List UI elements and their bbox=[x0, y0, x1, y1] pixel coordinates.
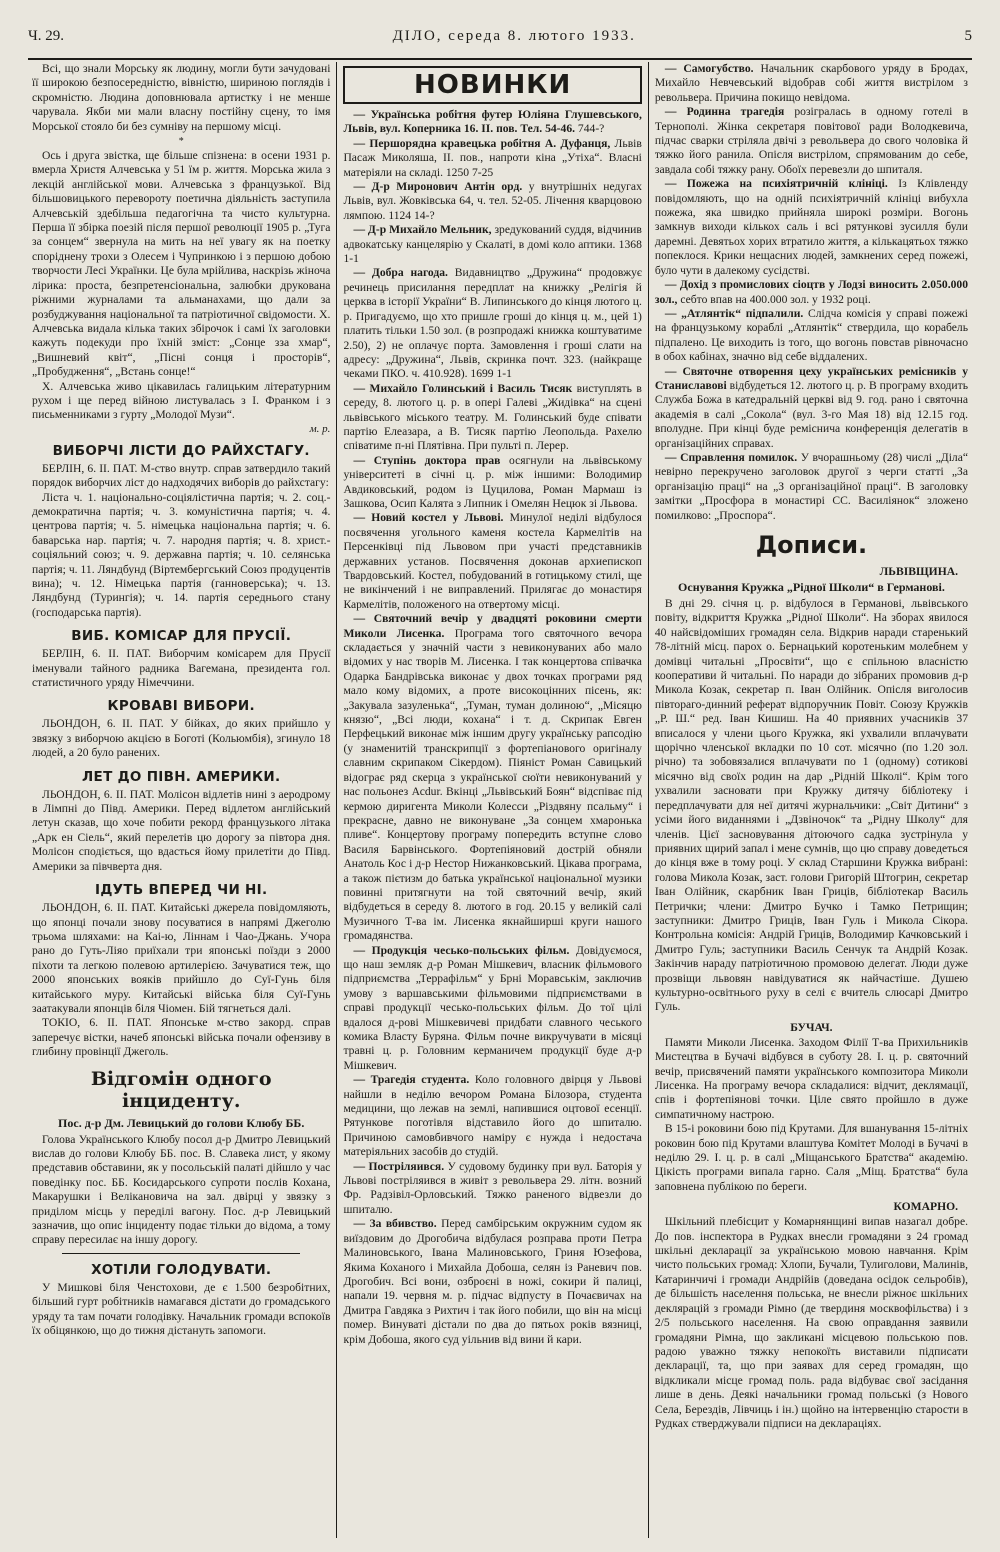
paragraph: БЕРЛІН, 6. ІІ. ПАТ. Виборчим комісарем для Прусії іменували тайного радника Вагемана, президента гол. статистичного уряду Німеччини. bbox=[32, 647, 331, 690]
news-item bbox=[343, 1217, 641, 1347]
paragraph: Голова Українського Клюбу посол д-р Дмитро Левицький вислав до голови Клюбу ББ. пос. В. Славека лист, у якому представив обставини, як у посольській палаті дійшло у час поведінку пос. ББ. Косидарського супроти послів Кохана, Макарушки і Велікановича на зал. двірці у звязку з приділом місць у переділі вагону. Пос. д-р Левицький зазначив, що опис інциденту подає тільки до відома, а тому справу пересилає на іншу дорогу. bbox=[32, 1132, 331, 1247]
divider bbox=[62, 1253, 300, 1254]
paragraph: ЛЬОНДОН, 6. ІІ. ПАТ. Молісон відлетів нині з аеродрому в Лімпні до Півд. Америки. Перед відлетом англійський летун сказав, що хоче побити рекорд французького літака „Арк ен Сіель“, який перелетів цю дорогу за півтора дня. Молісон сподіється, що вдасться йому прилетіти до Півд. Америки за півчверта дня. bbox=[32, 787, 331, 873]
news-item-text: розігралась в одному готелі в Тернополі. Жінка секретаря повітової ради Володкевича, підчас сварки стріляла двічі з револьвера до свого чоловіка й тяжко його ранила. Опісля вистрілом, спрямованим до себе, завдала собі тяжку рану. Обоїх перевезли до шпиталя. bbox=[654, 105, 968, 176]
news-item-heading: — Ступінь доктора прав bbox=[353, 453, 501, 467]
page-number-right: 5 bbox=[964, 28, 972, 44]
news-item-text: Видавництво „Дружина“ продовжує речинець присилання передплат на книжку „Релігія й церква в історії України“ В. Липинського до кінця лютого ц. р. Пригадуємо, що хто пришле гроші до кінця ц. м., цей 1) платить тільки 1.50 зол. (в розпродажі книжка коштуватиме 2.50), 2) не оплачує порта. Замовлення і гроші слати на адресу: „Дружина“, Львів, скринка почт. 323. (найкраще чеками ПКО. ч. 410.928). 1699 1-1 bbox=[343, 266, 642, 381]
paragraph: ТОКІО, 6. ІІ. ПАТ. Японське м-ство закорд. справ заперечує вістки, начеб японські війська почали офензиву в глибину провінції Джеголь. bbox=[32, 1016, 331, 1059]
news-item bbox=[343, 137, 641, 180]
correspondence-section-title: Дописи. bbox=[755, 531, 868, 559]
paragraph: ЛЬОНДОН, 6. ІІ. ПАТ. У бійках, до яких прийшло у звязку з виборчою акцією в Боготі (Кольюмбія), згинуло 18 людей, а 20 було ранених. bbox=[32, 717, 331, 760]
news-item-heading: — Родинна трагедія bbox=[664, 105, 785, 119]
news-item-text: Перед самбірським окружним судом як виїздовим до Дрогобича відбулася розправа проти Петра Малиновського, Івана Малиновського, Гриня Юзефова, Якима Коханого і Михайла Добоша, селян із Раневич пов. Дрогобич. Всі вони, озброєні в ножі, сокири й палиці, напали 19. червня м. р. підчас відпусту в Почаєвичах на Дмитра Гавдяка з Рихтич і так його побили, що він на місці помер. Винуваті дістали по два до пятьох років вязниці, крім Добоша, якого суд уільнив від вини й кари. bbox=[343, 1217, 642, 1346]
news-item-text: Львів Пасаж Миколяша, ІІ. пов., напроти кіна „Утіха“. Власні матеріяли на складі. 1250 7-25 bbox=[343, 136, 642, 179]
masthead bbox=[28, 28, 972, 60]
news-item bbox=[343, 223, 641, 266]
news-item bbox=[655, 177, 968, 278]
news-item-heading: — Д-р Миронович Антін орд. bbox=[353, 180, 523, 194]
separator-star: * bbox=[178, 136, 184, 148]
subheading: Оснування Кружка „Рідної Школи“ в Германові. bbox=[678, 580, 945, 594]
news-item bbox=[655, 451, 968, 523]
paragraph: БЕРЛІН, 6. ІІ. ПАТ. М-ство внутр. справ затвердило такий порядок виборчих ліст до надходячих виборів до райхстагу: bbox=[32, 461, 331, 490]
news-item bbox=[655, 278, 968, 307]
news-item bbox=[343, 266, 641, 381]
section-title-gothic: Відгомін одного інциденту. bbox=[90, 1067, 272, 1112]
paragraph: В дні 29. січня ц. р. відбулося в Германові, львівського повіту, відкриття Кружка „Рідної Школи“. На зборах явилося 40 найсвідоміших громадян села. Відкрив наради старенький 78-літній місц. парох о. Бернацький коротеньким молебнем у домівці читальні „Просвіти“, що є спільною власністю кооперативи й читальні. По наради до зібраних промовив д-р Микола Козак, секретар п. Іван Олійник. Опісля виголосив півтораго-динний реферат відпоручник Повіт. Союзу Кружків „Р. Ш.“ ред. Іван Кишиш. На 40 приявних учасників 37 вписалося у члени цього Кружка, які ухвалили вплачувати щорічно членської вкладки по 10 сот. місячно (по 1.20 зол. річно) та зобовязалися вплачувати по 1 (одному) сотикові місячно від своїх родин на дар „Рідній Школі“. Крім того ухвалили засновати при Кружку дитячу бібліотеку і передплачувати для неї дитячі журнальчики: „Світ Дитини“ з усіми його виданнями і „Дзвіночок“ та „Рідну Школу“ для членів. Цієї засновування дітоючого садка зустрінула у приявних щирий запал і мене сумнів, що цю справу доведеться до кінця вже в тому році. У склад Старшини Кружка вибрані: голова Микола Козак, заст. голови Григорій Штогрин, секретар Іван Олійник, скарбник Іван Гриців, бібліотекар Василь Петрички; члени: Дмитро Бучко і Тамко Петрищин; заступники: Дмитро Гриців, Іван Гуль і Микола Сікора. Контрольна комісія: Андрій Гриців, Володимир Качковський і Дмитро Гуль; заступники Василь Сенчук та Андрій Козак. Закінчив нараду патріотичною промовою делегат. Люди дуже прозвіщи львовян навідуватися як найчастіше. Душею культурно-освітнього руху в селі є вчитель слюсарі Дмитро Гуль. bbox=[654, 597, 968, 1014]
news-item bbox=[343, 612, 641, 943]
news-item-heading: — За вбивство. bbox=[353, 1217, 437, 1231]
section-title: ХОТІЛИ ГОЛОДУВАТИ. bbox=[91, 1261, 272, 1278]
news-item-text: 744-? bbox=[575, 122, 605, 136]
region-heading: КОМАРНО. bbox=[893, 1200, 958, 1214]
section-title: ЛЕТ ДО ПІВН. АМЕРИКИ. bbox=[82, 768, 281, 785]
news-item-heading: — Продукція чесько-польських фільм. bbox=[353, 943, 570, 957]
paragraph: У Мишкові біля Ченстохови, де є 1.500 безробітних, більший гурт робітників намагався дістати до громадського уряду та там почати голодівку. Начальник громади вспокоїв їх обіцянкою, що до тижня дістануть запомоги. bbox=[32, 1280, 331, 1338]
region-heading: ЛЬВІВЩИНА. bbox=[879, 565, 958, 578]
region-heading: БУЧАЧ. bbox=[790, 1020, 833, 1034]
news-item-text: Програма того святочного вечора складається у значній части з невиконуваних або мало відомих у нас творів М. Лисенка. І так концертова співачка Одарка Бандрівська виконає у двох точках програми ряд мало кому відомих, а проте високоцінних пісень, як: „Закувала зазуленька“, „Туман, туман долиною“, „Місяцю князю“, „Всі люди, кохана“ і т. д. Скрипак Евген Перфецький виконає між іншим другу українську рапсодію (у знаменитій транскрипції з фортепіанового оригіналу славним скрипаком Сікердом). Піяніст Роман Савицький відограє ряд скерца з української сюїти невиконуваний у нас польонез Асdur. Вкінці „Львівський Боян“ відспіває під кермою диригента Миколи Колесси „Різдвяну псальму“ і прекрасне, давно не виконуване „За сонцем хмаронька пливе“. Концертову програму попередить вступне слово Василя Барвінського. Фортепіяновий дострій обняли Анатоль Кос і д-р Нестор Нижанковський. Цікава програма, а також пієтизм до батька української національної музики повинні притягнути на той святочний вечір, який відбудеться в середу 8. лютого в год. 20.15 у великій салі Музичного Т-ва ім. Лисенка якнайширші круги нашого громадянства. bbox=[343, 626, 642, 943]
news-list bbox=[655, 62, 968, 523]
news-item bbox=[655, 105, 968, 177]
news-item-text: Начальник скарбового уряду в Бродах, Михайло Невчевський відобрав собі життя вистрілом з револьвера. Причина покищо невідома. bbox=[654, 62, 968, 104]
news-item bbox=[343, 454, 641, 512]
news-list bbox=[343, 108, 641, 1347]
section-title: ІДУТЬ ВПЕРЕД ЧИ НІ. bbox=[95, 882, 268, 899]
news-item bbox=[343, 511, 641, 612]
news-item-heading: — Святочне отворення цеху українських ремісників у Станиславові bbox=[654, 364, 968, 392]
news-item-text: Минулої неділі відбулося посвячення угольного каменя костела Кармелітів на Персенківці під Львовом при участі представників державних установ. Посвячення доконав архиепископ Твардовський. Костел, побудований в готицькому стилі, ще не викінчений і не виправлений. Прилягає до монастиря Кармелітів, положеного на отвертому місці. bbox=[343, 511, 642, 611]
news-item bbox=[655, 62, 968, 105]
news-item bbox=[343, 1160, 641, 1218]
news-item-heading: — Святочний вечір у двадцяті роковини смерти Миколи Лисенка. bbox=[343, 612, 642, 640]
news-item-text: відбудеться 12. лютого ц. р. В програму входить Служба Божа в катедральній церкві від 9. год. рано і святочна академія в салі „Сокола“ (вул. 3-го Мая 18) від 12.15 год. вполудне. При кінці буде реміснича конференція делегатів в організаційних справах. bbox=[654, 378, 968, 450]
news-item bbox=[343, 108, 641, 137]
page-number-left: Ч. 29. bbox=[28, 28, 64, 44]
news-item-heading: — Пожежа на психіятричній клініці. bbox=[664, 177, 888, 191]
news-item bbox=[343, 944, 641, 1074]
news-item-heading: — Першорядна кравецька робітня А. Дуфанця, bbox=[353, 136, 611, 150]
paragraph: Х. Алчевська живо цікавилась галицьким літературним рухом і ще перед війною листувалась з І. Франком і з письменниками з гурту „Молодої Музи“. bbox=[32, 379, 331, 422]
news-item-heading: — Михайло Голинський і Василь Тисяк bbox=[353, 381, 573, 395]
news-item-heading: — Трагедія студента. bbox=[353, 1073, 470, 1087]
news-item-heading: — Українська робітня футер Юліяна Глушевського, Львів, вул. Коперника 16. ІІ. пов. Тел. 54-46. bbox=[343, 108, 642, 136]
news-item bbox=[655, 307, 968, 365]
columns bbox=[26, 62, 974, 1538]
news-item-text: Слідча комісія у справі пожежі на французькому кораблі „Атлянтік“ ствердила, що корабель підпалено. Це виходить із того, що вогонь повстав рівночасно в обох кабінах, значно від себе віддалених. bbox=[654, 306, 968, 364]
author-signature: м. р. bbox=[309, 422, 331, 435]
news-item-heading: — Самогубство. bbox=[664, 62, 754, 75]
news-item-heading: — Д-р Михайло Мельник, bbox=[353, 223, 492, 237]
newspaper-title-date: ДІЛО, середа 8. лютого 1933. bbox=[392, 28, 636, 44]
news-item bbox=[343, 382, 641, 454]
news-item-text: у внутрішніх недугах Львів, вул. Жовківська 64, ч. тел. 52-05. Лічення кварцовою лямпою. 1124 14-? bbox=[343, 180, 642, 222]
news-item bbox=[655, 365, 968, 451]
paragraph: Ось і друга звістка, ще більше спізнена: в осени 1931 р. вмерла Христя Алчевська у 51 їм р. життя. Морська жила з лекцій англійської мови. Алчевська з французької. Від більшовицького перевороту поетична діяльність заступила Алчевській здебільша педагогічна та чисто культурна. Перша її збірка поезій після першої революції 1905 р. „Туга за сонцем“ звернула на мить на неї увагу як на поетку споріднену трохи з Олесем і Чупринкою і з першою добою творчости Лесі Українки. Це була мрійлива, наскрізь жіноча лірика: проста, безпретенсіональна, залюбки друкована ріжними журналами та альманахами, що дали за розбуджування національної та патріотичної свідомости. Х. Алчевська видала кілька таких збірочок і самі їх заголовки кажуть подекуди про їхній зміст: „Сонце зза хмар“, „Вишневий квіт“, „Пісні сонця і просторів“, „Пробудження“, „Встань сонце!“ bbox=[32, 149, 331, 379]
paragraph: Всі, що знали Морську як людину, могли бути зачудовані її широкою безпосередністю, вівністю, шириною поглядів і скромністю. Людина доповнювала артистку і не менше чарувала. Якби ми мали власну постійну сцену, то імя Морської стояло би без сумніву на першому місці. bbox=[32, 62, 331, 133]
news-item-heading: — „Атлянтік“ підпалили. bbox=[664, 306, 804, 320]
news-item-heading: — Новий костел у Львові. bbox=[353, 511, 504, 525]
news-item-text: себто впав на 400.000 зол. у 1932 році. bbox=[677, 292, 871, 306]
column-3 bbox=[649, 62, 974, 1538]
news-item-text: осягнули на львівському університеті в січні ц. р. між іншими: Володимир Авдиковський, родом із Цуцилова, Роман Мармаш із Зашкова, Осип Калята з Липник і Омелян Нецюк зі Львова. bbox=[343, 453, 642, 510]
column-2 bbox=[336, 62, 648, 1538]
section-title: КРОВАВІ ВИБОРИ. bbox=[107, 698, 255, 715]
news-item-text: У судовому будинку при вул. Баторія у Львові постріляився в живіт з револьвера 29. літн. возний Фр. Радзівіл-Орловський. Тяжко раненого відвезли до шпиталю. bbox=[343, 1159, 642, 1216]
paragraph: Ліста ч. 1. національно-соціялістична партія; ч. 2. соц.-демократична партія; ч. 3. комуністична партія; ч. 4. центрова партія; ч. 5. німецька національна партія; ч. 6. баварська нар. партія; ч. 7. народня партія; ч. 8. христ.-соціяльний союз; ч. 9. державна партія; ч. 10. селянська партія; ч. 11. Ляндбунд (Віртембергський Союз продуцентів вина); ч. 12. Німецька партія (ганноверська); ч. 13. Ляндбунд (Турингія); ч. 14. партія середнього стану (господарська партія). bbox=[32, 490, 331, 619]
news-item-text: зредукований суддя, відчинив адвокатську канцелярію у Скалаті, в домі коло аптики. 1368 1-1 bbox=[343, 223, 642, 266]
paragraph: Памяти Миколи Лисенка. Заходом Філії Т-ва Прихильників Мистецтва в Бучачі відбувся в суботу 28. І. ц. р. святочний вечір, присвячений памяти українського композитора Миколи Лисенка. На програму вечора складалися: відчит, деклямації, спів і фортепіянові точки. Ціле свято пройшло в дуже симпатичному настрою. bbox=[654, 1035, 968, 1121]
news-item-text: виступлять в середу, 8. лютого ц. р. в опері Галеві „Жидівка“ на сцені львівського міського театру. М. Голинський буде співати партію Елеазара, а В. Тисяк партію Леопольда. Рахелю співатиме п-ні Плятівна. При пульті п. Лерер. bbox=[343, 381, 642, 453]
news-item-heading: — Справлення помилок. bbox=[664, 450, 798, 464]
news-item-text: Довідуємося, що наш земляк д-р Роман Мішкевич, власник фільмового підприємства „Террафільм“ у Брні Моравськім, заключив умову з варшавськими фільмовими підприємствами в справі продукції чесько-польських фільм. До тої цілі вдалося д-рові Мішкевичеві придбати славного чеського комика Власту Буряна. Фільм почне викручувати в місяці травні ц. р. Головним керманичем продукції буде д-р Мішкевич. bbox=[343, 943, 642, 1072]
column-1 bbox=[26, 62, 336, 1538]
news-item-heading: — Постріляився. bbox=[353, 1159, 445, 1173]
news-item-text: Коло головного двірця у Львові найшли в неділю вечором Романа Білозора, студента медицини, що лежав на землі, напившися оцтової есенції. Рятункове поготівля відставило його до шпиталю. Причиною самовбивчого наміру є нужда і недостача матеріяльних засобів до студій. bbox=[343, 1073, 642, 1159]
news-section-title: НОВИНКИ bbox=[343, 66, 641, 104]
paragraph: Шкільний плебісцит у Комарнянщині випав назагал добре. До пов. інспектора в Рудках внесли громадяни з 24 громад шкільні декларації за українською мовою навчання. Крім чисто польських громад: Хлопи, Бучали, Тулиголови, Малинів, Катаринчичі і громади Андрійів (доведана осідок сельробів), де більшість населення польська, не внесли ріжноє шкільних деклярацій з громади Рімно (де твердиня москвофільства) і з 2/5 польського населення. На свою оправдання заявили громадяни Рімна, що закликані місцевою польською пов. радою уважно тяжку непокоїть виставили підписати декларації, та, що при заявах для серед громадян, що відкликали місце громад поль. рада відбуває свої засідання лише в день. Деякі начальники громад польські (з Нового Села, Берездів, Лівчиць і ін.) щойно на інтервенцію старости в Рудках стверджували підписи на деклараціях. bbox=[654, 1215, 968, 1430]
news-item-text: Із Клівленду повідомляють, що на одній психіятричній клініці вибухла пожежа, яка швидко прийняла широкі розміри. Вогонь замкнув виходи кількох саль і всі рятункові зусилля були даремні. Девятьох хорих втратило життя, а кількацятьох тяжко попеклося. Крики нещасних людей, замкнених серед пожежі, було чути в далекому сусідстві. bbox=[654, 177, 968, 277]
section-title: ВИБОРЧІ ЛІСТИ ДО РАЙХСТАГУ. bbox=[52, 442, 310, 459]
paragraph: В 15-і роковини бою під Крутами. Для вшанування 15-літніх роковин бою під Крутами влаштува Комітет Молоді в Бучачі в неділю 29. І. ц. р. в салі „Міщанського Братства“ академію. Цікість програми випала гарно. Саля „Міщ. Братства“ була заповнена публікою по береги. bbox=[654, 1122, 968, 1193]
subheading: Пос. д-р Дм. Левицький до голови Клюбу ББ. bbox=[58, 1115, 305, 1130]
section-title: ВИБ. КОМІСАР ДЛЯ ПРУСІЇ. bbox=[71, 628, 292, 645]
news-item-heading: — Добра нагода. bbox=[353, 266, 448, 280]
news-item-heading: — Дохід з промислових сіоцтв у Лодзі виносить 2.050.000 зол., bbox=[654, 278, 968, 306]
paragraph: ЛЬОНДОН, 6. ІІ. ПАТ. Китайські джерела повідомляють, що японці почали знову посуватися в напрямі Джеголю трьома шляхами: на Каі-ю, Ліннам і Чао-Джань. Учора рано до Гуть-Ліяо приїхали три японські поїзди з 2000 піхоти та легкою полевою артилерією. Зачуватися теж, що 2000 японських вояків прийшло до Суї-Гунь біля китайського муру. Китайські війська біля Суї-Гунь заатакували японців біля Чіомен. Бій тягнеться далі. bbox=[32, 901, 331, 1015]
news-item bbox=[343, 180, 641, 223]
news-item-text: У вчорашньому (28) числі „Діла“ невірно перекручено заголовок другої з черги статті „За організацію праці“ на „З організаційної праці“. В заголовку замітки „Просфора в монастирі СС. Василіянок“ зложено помилково: „Проспора“. bbox=[654, 450, 968, 522]
news-item bbox=[343, 1073, 641, 1159]
